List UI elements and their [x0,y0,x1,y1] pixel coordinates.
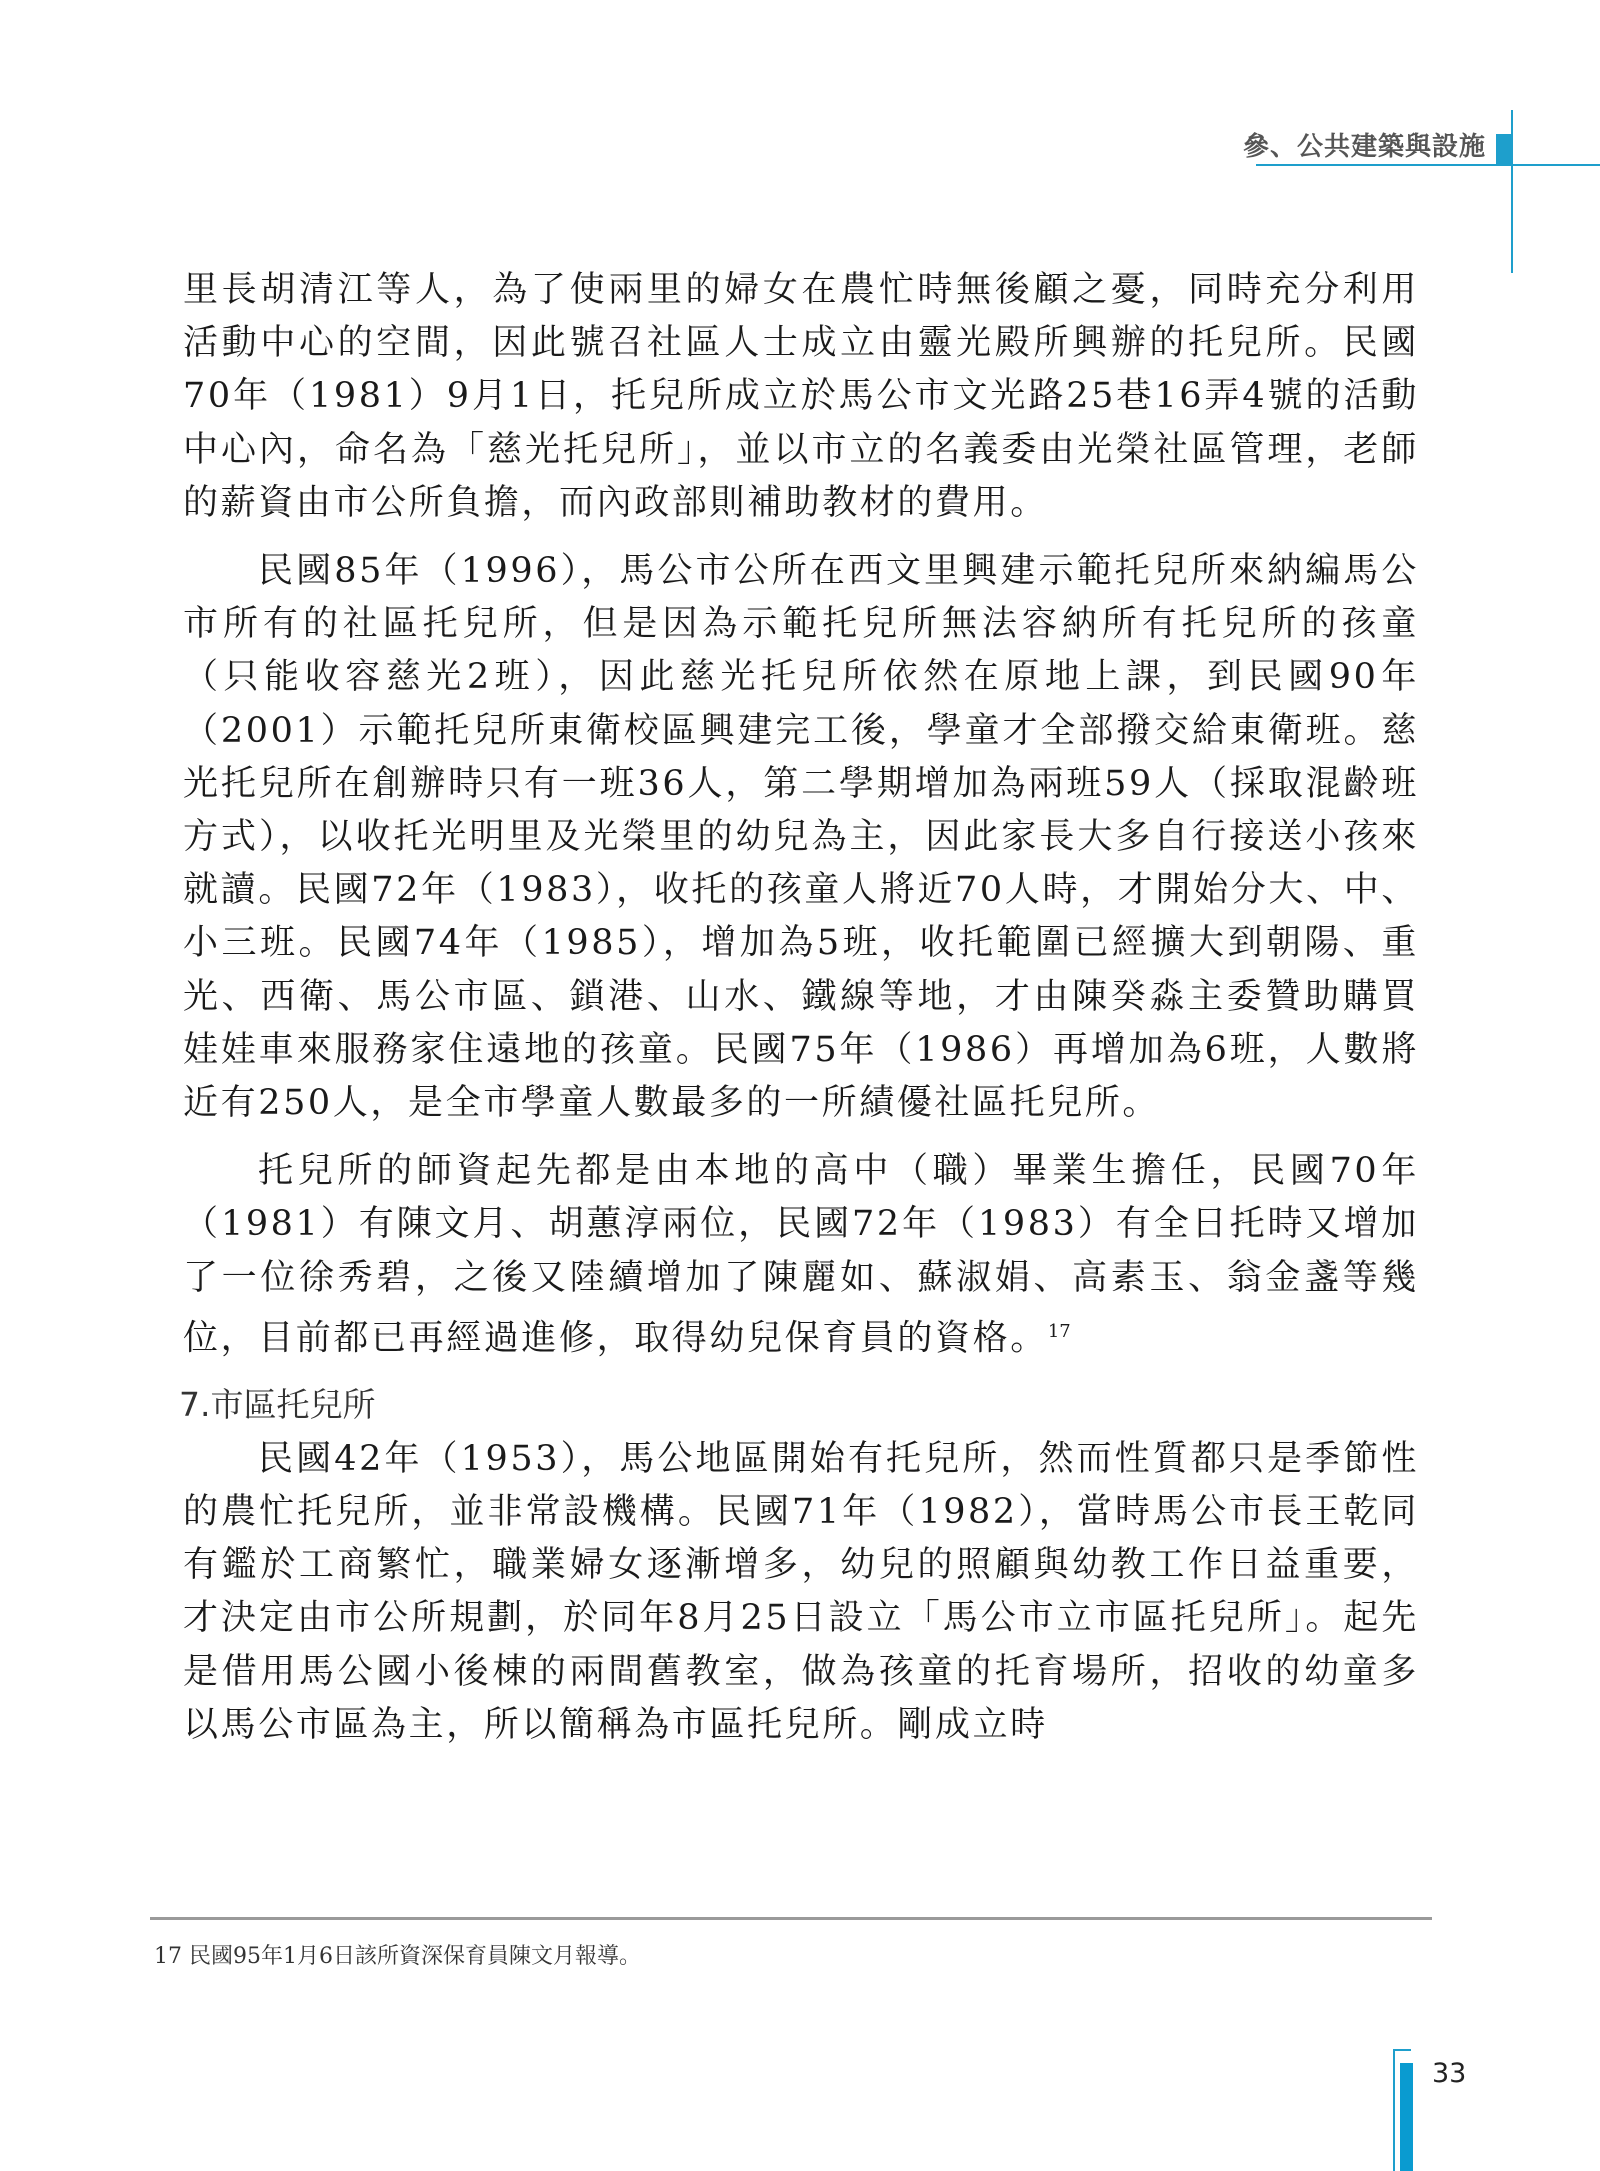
footnote-reference[interactable]: 17 [1047,1320,1071,1342]
body-text [179,264,1419,1767]
section-heading: 7.市區托兒所 [179,1384,376,1424]
paragraph-1: 里長胡清江等人，為了使兩里的婦女在農忙時無後顧之憂，同時充分利用活動中心的空間，因此號召社區人士成立由靈光殿所興辦的托兒所。民國70年（1981）9月1日，托兒所成立於馬公市文光路25巷16弄4號的活動中心內，命名為「慈光托兒所」，並以市立的名義委由光榮社區管理，老師的薪資由市公所負擔，而內政部則補助教材的費用。 [183,270,1419,523]
header-accent-block [1496,134,1512,165]
footnote: 17 民國95年1月6日該所資深保育員陳文月報導。 [154,1944,641,1969]
paragraph-3-text: 托兒所的師資起先都是由本地的高中（職）畢業生擔任，民國70年（1981）有陳文月、胡蕙淳兩位，民國72年（1983）有全日托時又增加了一位徐秀碧，之後又陸續增加了陳麗如、蘇淑娟、高素玉、翁金盞等幾位，目前都已再經過進修，取得幼兒保育員的資格。 [183,1151,1419,1359]
footnote-divider [150,1917,1432,1920]
chapter-title: 參、公共建築與設施 [1242,132,1486,162]
paragraph-2: 民國85年（1996），馬公市公所在西文里興建示範托兒所來納編馬公市所有的社區托兒所，但是因為示範托兒所無法容納所有托兒所的孩童（只能收容慈光2班），因此慈光托兒所依然在原地上課，到民國90年（2001）示範托兒所東衛校區興建完工後，學童才全部撥交給東衛班。慈光托兒所在創辦時只有一班36人，第二學期增加為兩班59人（採取混齡班方式），以收托光明里及光榮里的幼兒為主，因此家長大多自行接送小孩來就讀。民國72年（1983），收托的孩童人將近70人時，才開始分大、中、小三班。民國74年（1985），增加為5班，收托範圍已經擴大到朝陽、重光、西衛、馬公市區、鎖港、山水、鐵線等地，才由陳癸淼主委贊助購買娃娃車來服務家住遠地的孩童。民國75年（1986）再增加為6班，人數將近有250人，是全市學童人數最多的一所績優社區托兒所。 [183,551,1419,1124]
section-paragraph: 民國42年（1953），馬公地區開始有托兒所，然而性質都只是季節性的農忙托兒所，並非常設機構。民國71年（1982），當時馬公市長王乾同有鑑於工商繁忙，職業婦女逐漸增多，幼兒的照顧與幼教工作日益重要，才決定由市公所規劃，於同年8月25日設立「馬公市立市區托兒所」。起先是借用馬公國小後棟的兩間舊教室，做為孩童的托育場所，招收的幼童多以馬公市區為主，所以簡稱為市區托兒所。剛成立時 [183,1438,1419,1745]
header-horizontal-rule [1256,164,1600,166]
page-number: 33 [1432,2058,1467,2089]
page-number-bar [1400,2063,1413,2171]
paragraph-3 [183,1145,1419,1365]
